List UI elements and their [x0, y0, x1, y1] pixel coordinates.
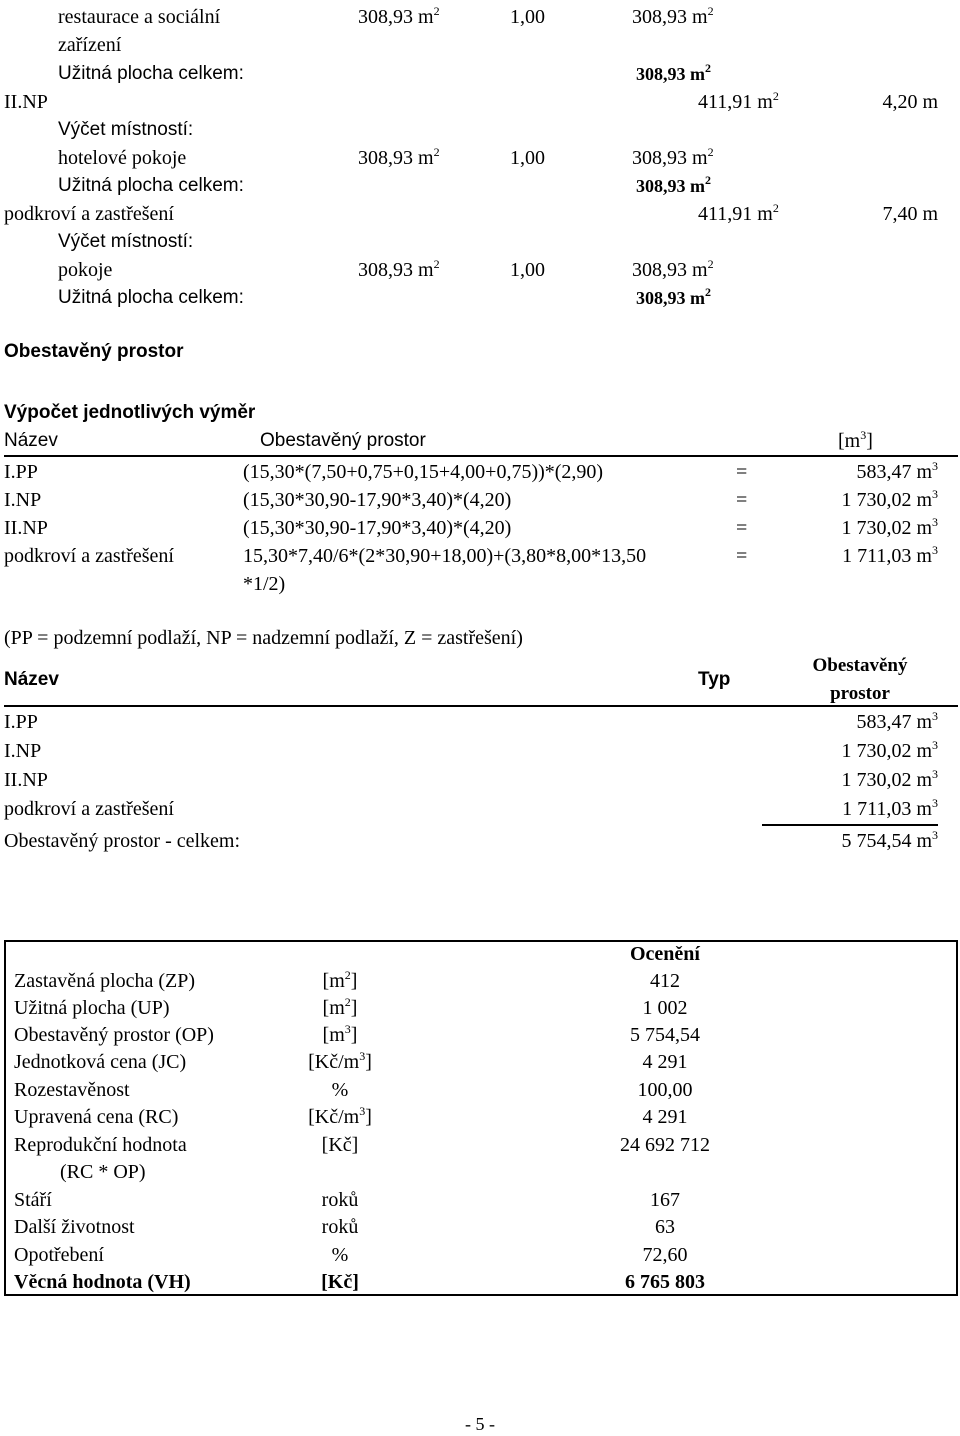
room-name: hotelové pokoje	[58, 147, 187, 169]
valuation-label: Opotřebení	[14, 1244, 104, 1266]
valuation-unit: $[m^2]$	[322, 968, 358, 992]
valuation-value: 72,60	[642, 1244, 688, 1266]
page-number: - 5 -	[465, 1414, 495, 1434]
summary-total-label: Obestavěný prostor - celkem:	[4, 830, 241, 852]
col-header-unit: $[m^3]$	[838, 428, 873, 452]
floor-area: 411,91 $m^2$	[698, 201, 779, 225]
col-header-name: Název	[4, 669, 59, 690]
valuation-value: 167	[650, 1189, 680, 1211]
room-name: pokoje	[58, 259, 113, 281]
summary-row-value: 583,47 $m^3$	[856, 709, 938, 733]
valuation-label: Upravená cena (RC)	[14, 1106, 179, 1128]
room-list-label: Výčet místností:	[58, 231, 194, 252]
floor-name: II.NP	[4, 91, 48, 113]
valuation-value: 63	[655, 1216, 675, 1238]
room-area: 308,93 $m^2$	[358, 257, 440, 281]
col-header-formula: Obestavěný prostor	[260, 430, 426, 451]
floor-height: 7,40 m	[882, 203, 938, 225]
col-header-value-cont: prostor	[830, 683, 890, 704]
valuation-unit: roků	[321, 1189, 359, 1211]
valuation-unit: %	[331, 1244, 349, 1266]
section-title: Obestavěný prostor	[4, 341, 184, 362]
valuation-label: Stáří	[14, 1189, 52, 1211]
calc-row-name: II.NP	[4, 517, 48, 539]
room-coef: 1,00	[510, 6, 545, 28]
summary-row-name: II.NP	[4, 769, 48, 791]
col-header-value: Obestavěný	[812, 655, 908, 676]
usable-total: 308,93 $m^2$	[636, 61, 711, 84]
calc-row-eq: =	[736, 517, 748, 539]
calc-row-value: 1 730,02 $m^3$	[841, 515, 938, 539]
summary-row-name: I.NP	[4, 740, 42, 762]
room-name-cont: zařízení	[58, 34, 122, 56]
calc-row-formula: (15,30*(7,50+0,75+0,15+4,00+0,75))*(2,90)	[243, 461, 604, 483]
summary-row-value: 1 711,03 $m^3$	[842, 796, 938, 820]
summary-total-value: 5 754,54 $m^3$	[841, 828, 938, 852]
calc-row-name: I.NP	[4, 489, 42, 511]
valuation-label: Zastavěná plocha (ZP)	[14, 970, 196, 992]
valuation-unit: [Kč]	[321, 1134, 359, 1156]
calc-row-value: 1 711,03 $m^3$	[842, 543, 938, 567]
valuation-label: Užitná plocha (UP)	[14, 997, 170, 1019]
valuation-unit: $[m^3]$	[322, 1022, 358, 1046]
valuation-unit: $[Kč/m^3]$	[308, 1104, 372, 1128]
room-result: 308,93 $m^2$	[632, 257, 714, 281]
valuation-header: Ocenění	[630, 943, 700, 965]
calc-row-formula-cont: *1/2)	[243, 573, 286, 595]
valuation-value: 412	[650, 970, 680, 992]
calc-row-formula: 15,30*7,40/6*(2*30,90+18,00)+(3,80*8,00*13,50	[243, 545, 647, 567]
final-value: 6 765 803	[625, 1271, 705, 1293]
calc-row-eq: =	[736, 545, 748, 567]
room-name: restaurace a sociální	[58, 6, 221, 28]
abbrev-note: (PP = podzemní podlaží, NP = nadzemní podlaží, Z = zastřešení)	[4, 627, 523, 649]
valuation-unit: %	[331, 1079, 349, 1101]
valuation-value: 4 291	[642, 1051, 688, 1073]
header-rule	[4, 705, 958, 707]
valuation-label: Reprodukční hodnota	[14, 1134, 187, 1156]
calc-title: Výpočet jednotlivých výměr	[4, 402, 256, 423]
valuation-unit: $[Kč/m^3]$	[308, 1049, 372, 1073]
calc-row-value: 583,47 $m^3$	[856, 459, 938, 483]
valuation-value: 100,00	[637, 1079, 693, 1101]
valuation-unit: roků	[321, 1216, 359, 1238]
summary-row-name: I.PP	[4, 711, 38, 733]
room-list-label: Výčet místností:	[58, 119, 194, 140]
col-header-type: Typ	[698, 669, 731, 690]
floor-height: 4,20 m	[882, 91, 938, 113]
summary-row-name: podkroví a zastřešení	[4, 798, 174, 820]
usable-total: 308,93 $m^2$	[636, 285, 711, 308]
col-header-name: Název	[4, 430, 58, 451]
calc-row-eq: =	[736, 489, 748, 511]
final-value-label: Věcná hodnota (VH)	[14, 1271, 191, 1293]
calc-row-value: 1 730,02 $m^3$	[841, 487, 938, 511]
calc-row-formula: (15,30*30,90-17,90*3,40)*(4,20)	[243, 489, 512, 511]
header-rule	[4, 455, 958, 457]
valuation-value: 4 291	[642, 1106, 688, 1128]
valuation-label: Rozestavěnost	[14, 1079, 130, 1101]
room-area: 308,93 $m^2$	[358, 145, 440, 169]
room-coef: 1,00	[510, 147, 545, 169]
room-result: 308,93 $m^2$	[632, 145, 714, 169]
calc-row-name: podkroví a zastřešení	[4, 545, 174, 567]
floor-area: 411,91 $m^2$	[698, 89, 779, 113]
usable-total-label: Užitná plocha celkem:	[58, 175, 244, 196]
usable-total: 308,93 $m^2$	[636, 173, 711, 196]
summary-row-value: 1 730,02 $m^3$	[841, 738, 938, 762]
valuation-value: 24 692 712	[620, 1134, 710, 1156]
unit-underline	[290, 1294, 388, 1296]
valuation-value: 1 002	[642, 997, 688, 1019]
room-coef: 1,00	[510, 259, 545, 281]
floor-name: podkroví a zastřešení	[4, 203, 174, 225]
valuation-unit: $[m^2]$	[322, 995, 358, 1019]
calc-row-eq: =	[736, 461, 748, 483]
valuation-label-cont: (RC * OP)	[60, 1161, 146, 1183]
usable-total-label: Užitná plocha celkem:	[58, 287, 244, 308]
usable-total-label: Užitná plocha celkem:	[58, 63, 244, 84]
final-value-unit: [Kč]	[321, 1271, 359, 1293]
calc-row-name: I.PP	[4, 461, 38, 483]
total-rule	[762, 824, 938, 826]
valuation-label: Další životnost	[14, 1216, 135, 1238]
valuation-label: Jednotková cena (JC)	[14, 1051, 187, 1073]
valuation-value: 5 754,54	[630, 1024, 700, 1046]
room-result: 308,93 $m^2$	[632, 4, 714, 28]
calc-row-formula: (15,30*30,90-17,90*3,40)*(4,20)	[243, 517, 512, 539]
valuation-label: Obestavěný prostor (OP)	[14, 1024, 214, 1046]
room-area: 308,93 $m^2$	[358, 4, 440, 28]
summary-row-value: 1 730,02 $m^3$	[841, 767, 938, 791]
